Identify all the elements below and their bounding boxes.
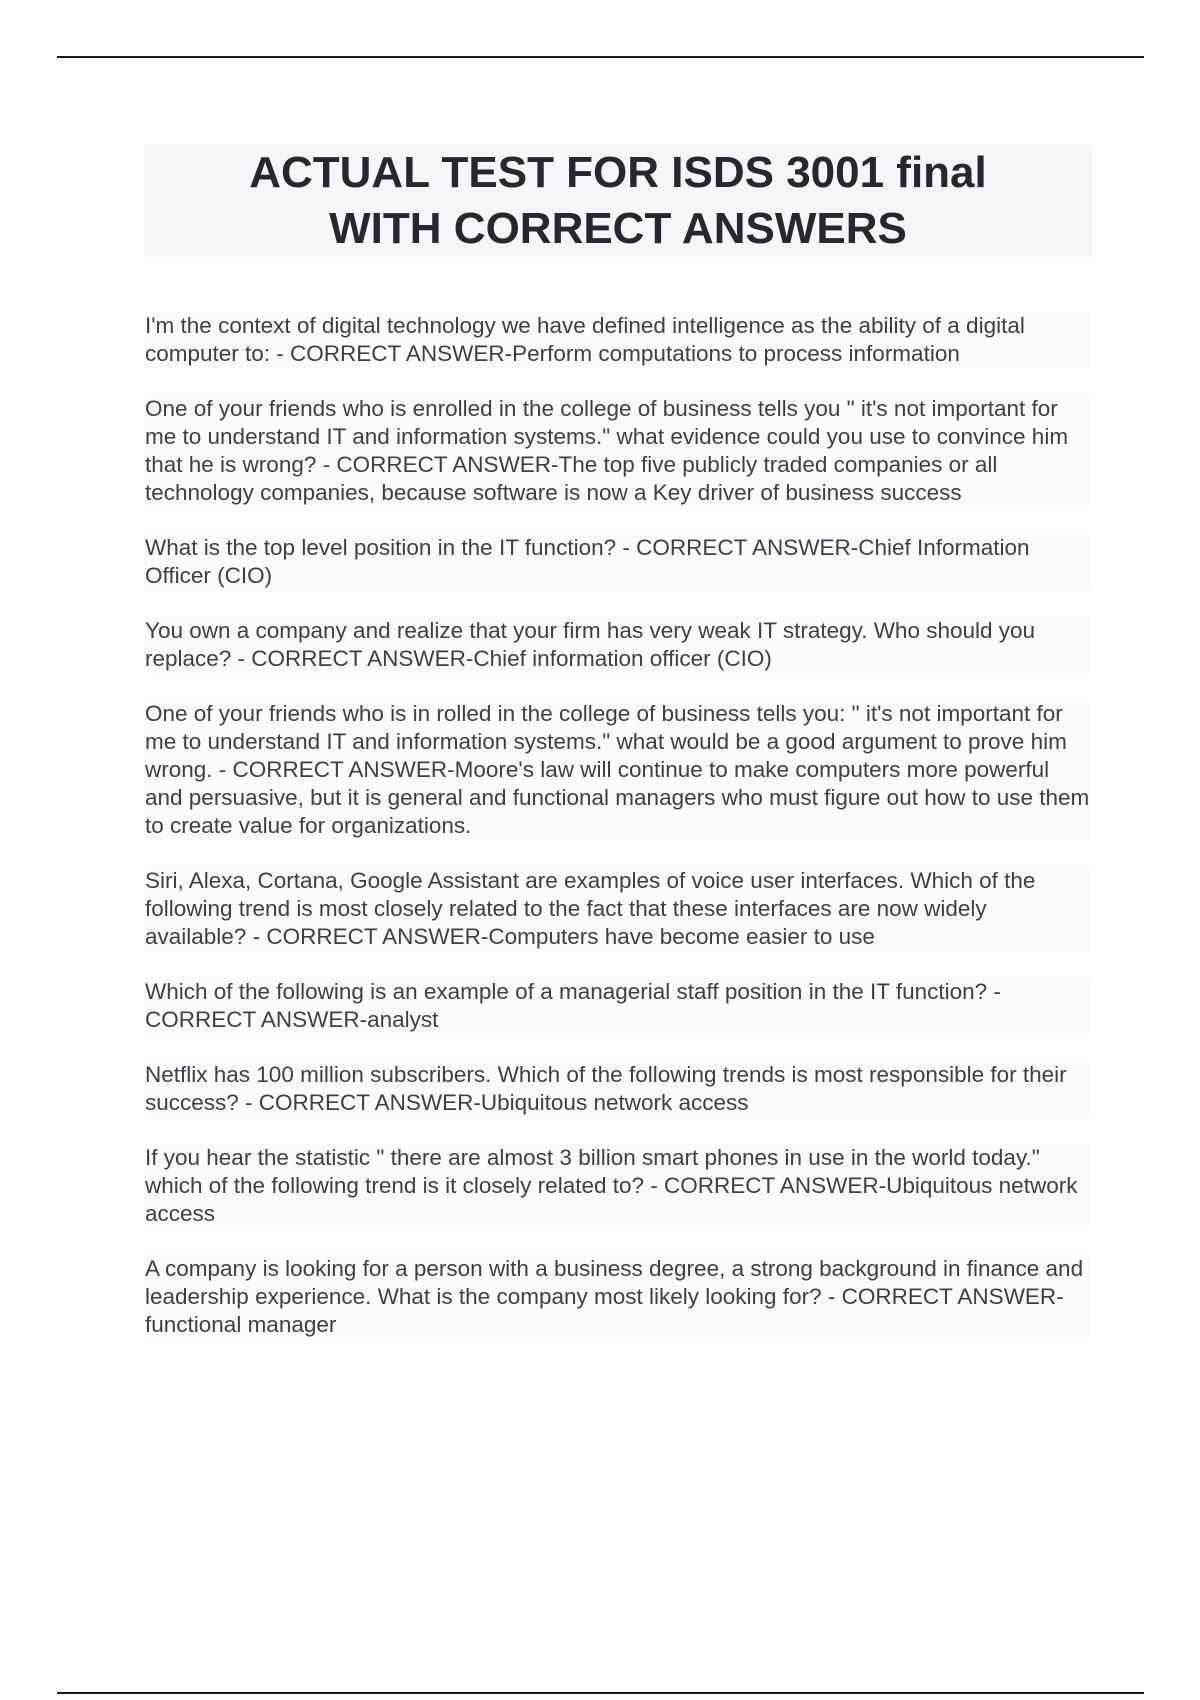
question-answer-list [145, 312, 1090, 1366]
qa-item: One of your friends who is in rolled in the college of business tells you: " it's not important for me to understand IT and information systems." what would be a good argument to prove him wrong. - CORRECT ANSWER-Moore's law will continue to make computers more powerful and persuasive, but it is general and functional managers who must figure out how to use them to create value for organizations. [145, 701, 1090, 838]
bottom-rule [57, 1692, 1144, 1694]
qa-item: Siri, Alexa, Cortana, Google Assistant are examples of voice user interfaces. Which of the following trend is most closely related to the fact that these interfaces are now widely available? - CORRECT ANSWER-Computers have become easier to use [145, 867, 1090, 951]
title-line-1: ACTUAL TEST FOR ISDS 3001 final [249, 148, 987, 197]
qa-item: If you hear the statistic " there are almost 3 billion smart phones in use in the world today." which of the following trend is it closely related to? - CORRECT ANSWER-Ubiquitous network access [145, 1144, 1090, 1228]
qa-item: What is the top level position in the IT function? - CORRECT ANSWER-Chief Information Officer (CIO) [145, 534, 1090, 590]
title-line-2: WITH CORRECT ANSWERS [329, 204, 907, 253]
qa-item: One of your friends who is enrolled in the college of business tells you " it's not important for me to understand IT and information systems." what evidence could you use to convince him that he is wrong? - CORRECT ANSWER-The top five publicly traded companies or all technology companies, because software is now a Key driver of business success [145, 395, 1090, 507]
qa-item: A company is looking for a person with a business degree, a strong background in finance and leadership experience. What is the company most likely looking for? - CORRECT ANSWER-functional manager [145, 1255, 1090, 1339]
page-title [249, 145, 987, 257]
qa-item: Which of the following is an example of a managerial staff position in the IT function? - CORRECT ANSWER-analyst [145, 978, 1090, 1034]
title-banner [144, 145, 1092, 257]
qa-item: Netflix has 100 million subscribers. Which of the following trends is most responsible for their success? - CORRECT ANSWER-Ubiquitous network access [145, 1061, 1090, 1117]
top-rule [57, 56, 1144, 58]
qa-item: You own a company and realize that your firm has very weak IT strategy. Who should you replace? - CORRECT ANSWER-Chief information officer (CIO) [145, 617, 1090, 673]
qa-item: I'm the context of digital technology we have defined intelligence as the ability of a digital computer to: - CORRECT ANSWER-Perform computations to process information [145, 312, 1090, 368]
